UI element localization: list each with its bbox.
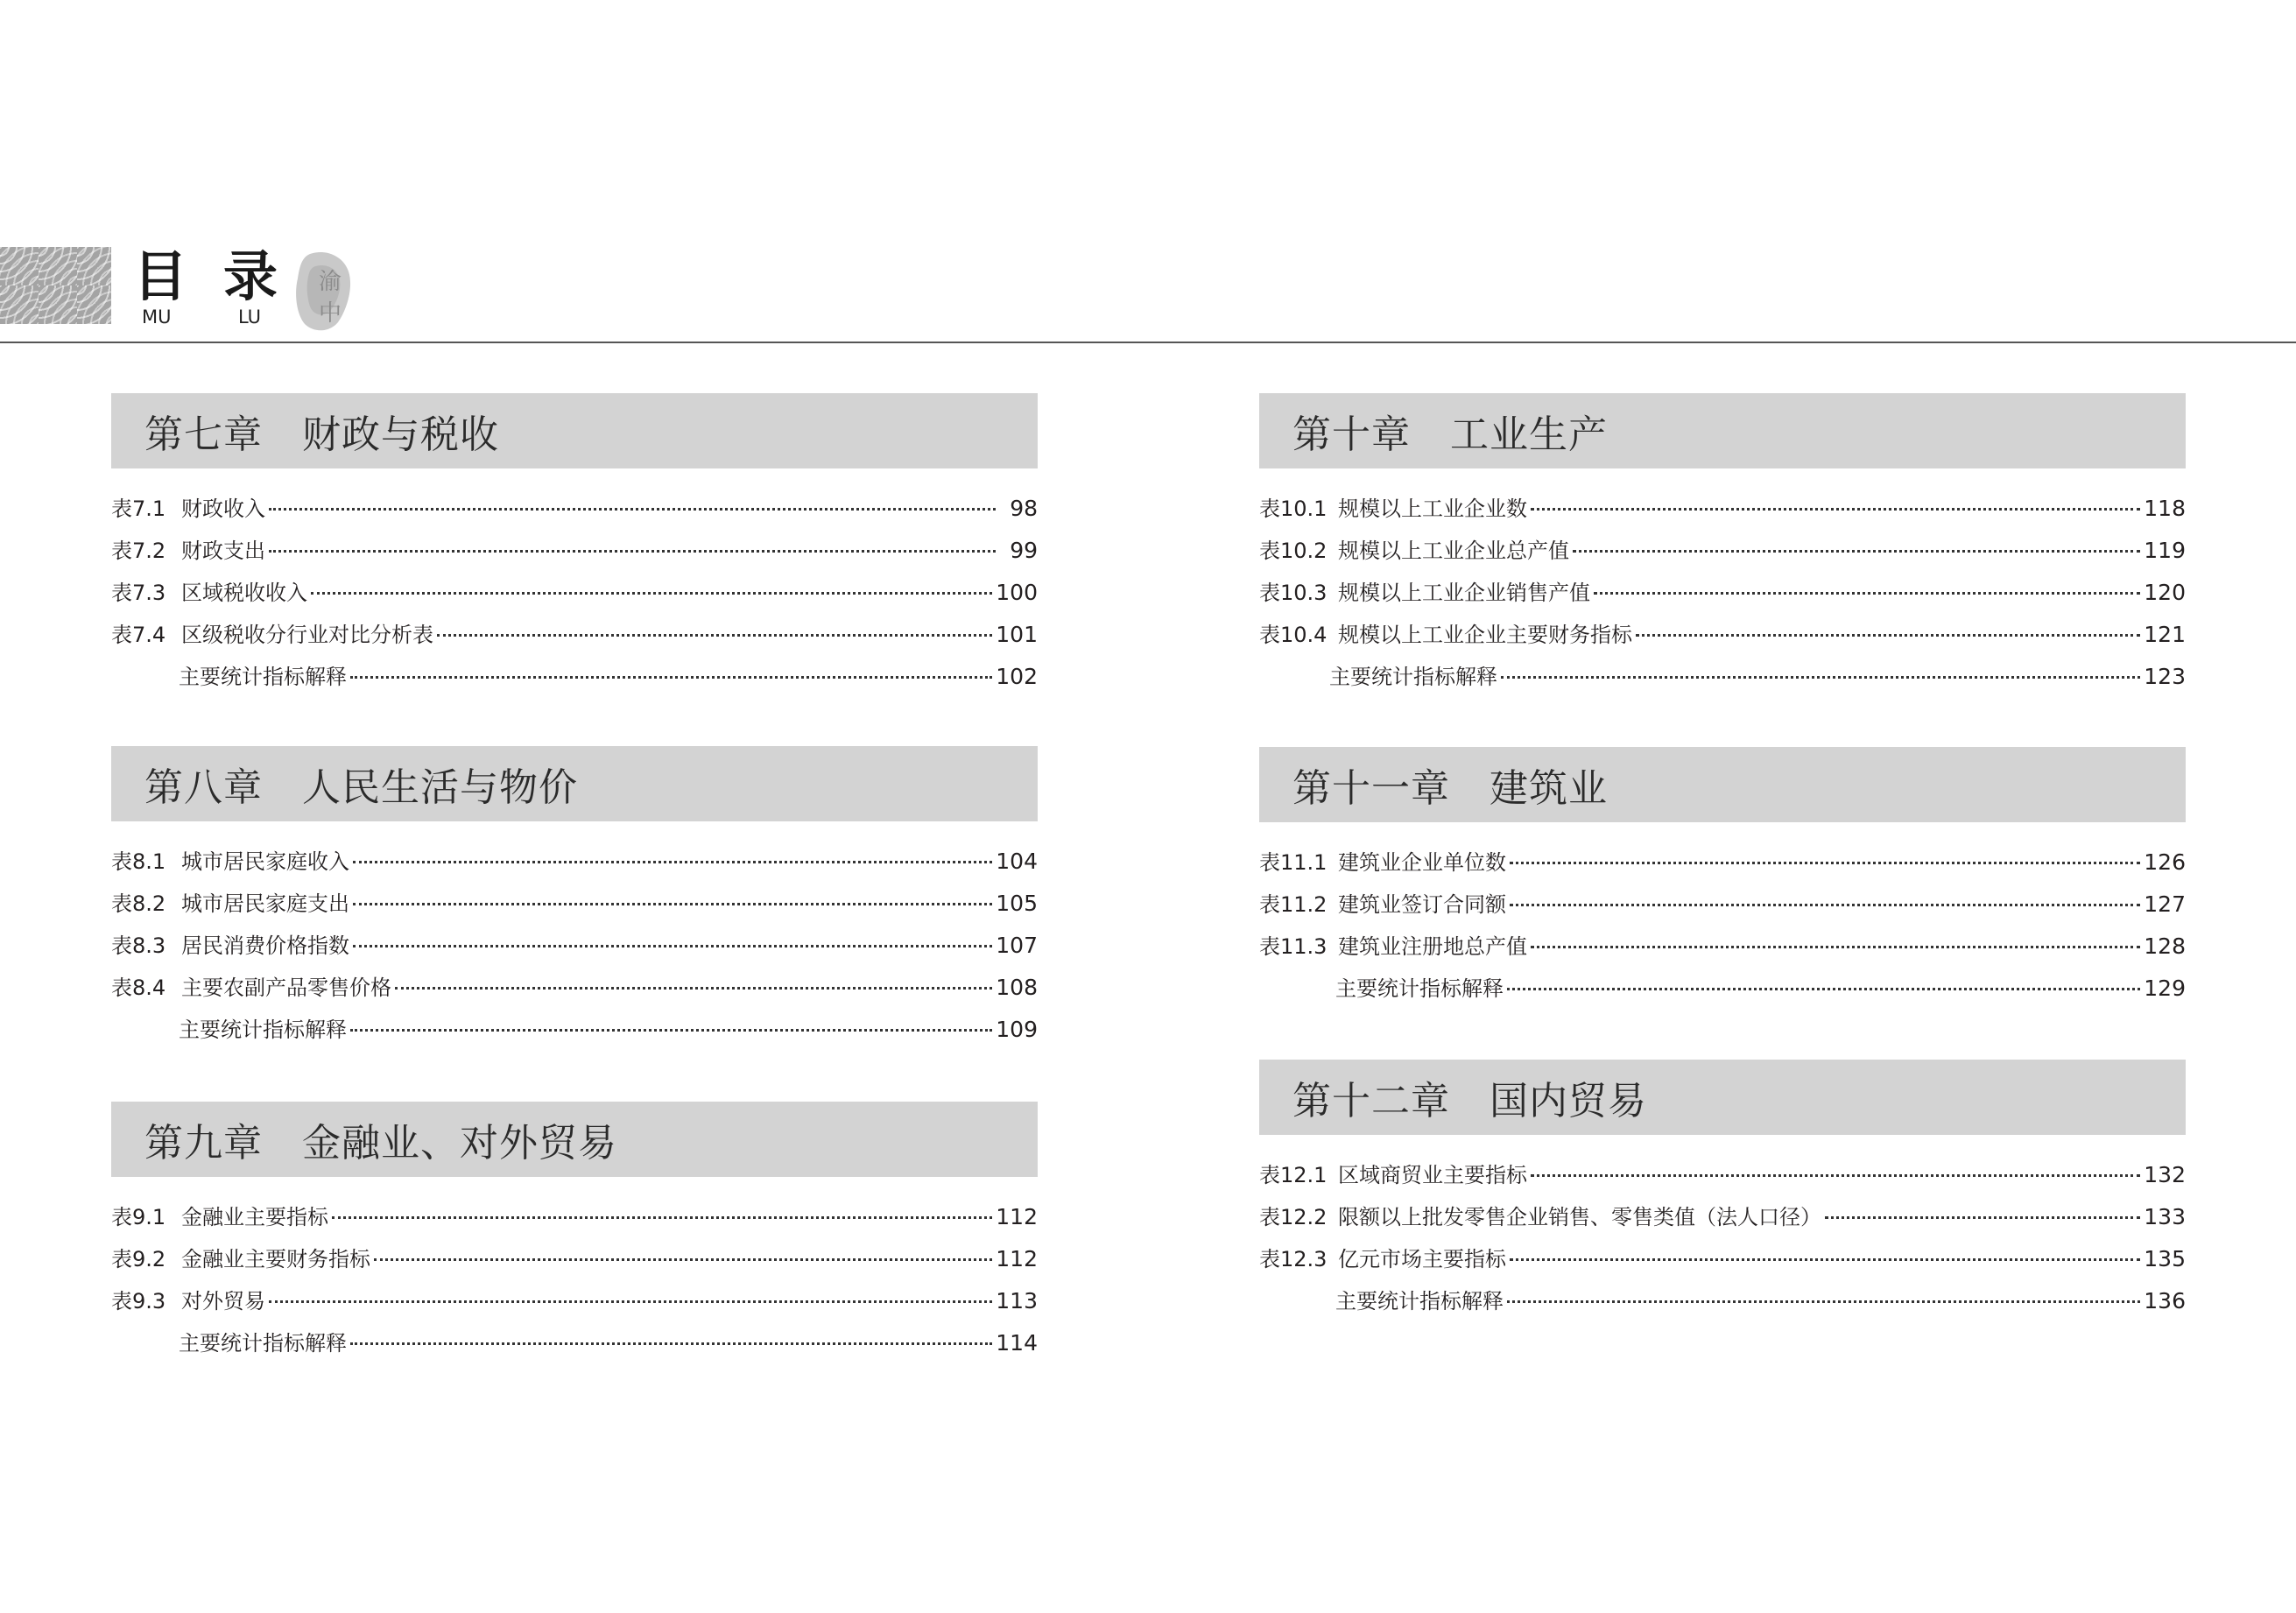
chapter-title: 第十一章 建筑业 — [1292, 766, 1608, 811]
page-number: 101 — [996, 622, 1038, 647]
page-number: 113 — [996, 1288, 1038, 1314]
toc-entry[interactable] — [111, 970, 1038, 1012]
toc-entry[interactable] — [111, 1284, 1038, 1326]
table-code: 表8.1 — [111, 849, 166, 874]
table-code: 表10.3 — [1259, 581, 1328, 605]
table-code: 表9.2 — [111, 1247, 166, 1271]
chapter-section — [111, 746, 1038, 1054]
dot-leader — [1507, 988, 2140, 990]
seal-text-1: 渝 — [319, 269, 342, 295]
chapter-section — [1259, 747, 2186, 1013]
toc-entry[interactable] — [1259, 659, 2186, 701]
entry-title: 建筑业企业单位数 — [1338, 850, 1506, 875]
table-code: 表8.3 — [111, 933, 166, 958]
table-code: 表10.1 — [1259, 497, 1328, 521]
dot-leader — [350, 676, 992, 679]
table-code: 表12.2 — [1259, 1205, 1328, 1229]
header-pinyin-mu: MU — [142, 306, 172, 328]
page-number: 102 — [996, 664, 1038, 689]
toc-entry[interactable] — [1259, 971, 2186, 1013]
toc-entry[interactable] — [1259, 929, 2186, 971]
dot-leader — [1510, 1258, 2140, 1261]
dot-leader — [1510, 862, 2140, 864]
seal-text-2: 中 — [319, 300, 342, 327]
page-number: 112 — [996, 1204, 1038, 1229]
table-code: 表11.2 — [1259, 892, 1328, 917]
table-code: 表12.1 — [1259, 1163, 1328, 1187]
table-code: 表7.2 — [111, 539, 166, 563]
table-code: 表7.3 — [111, 581, 166, 605]
chapter-section — [1259, 393, 2186, 701]
toc-entry[interactable] — [111, 1012, 1038, 1054]
dot-leader — [437, 634, 992, 637]
dot-leader — [395, 987, 992, 990]
page-number: 100 — [996, 580, 1038, 605]
page-number: 119 — [2144, 538, 2186, 563]
header-title-lu: 录 — [223, 244, 278, 308]
page-number: 99 — [1010, 538, 1038, 563]
dot-leader — [353, 903, 992, 905]
dot-leader — [1531, 508, 2140, 511]
header-title-mu: 目 — [133, 244, 188, 308]
toc-entry[interactable] — [111, 1242, 1038, 1284]
entry-title: 财政支出 — [181, 539, 265, 563]
page-number: 127 — [2144, 891, 2186, 917]
header-divider — [0, 342, 2296, 343]
chapter-header — [111, 393, 1038, 468]
toc-entry[interactable] — [1259, 1200, 2186, 1242]
entry-title: 建筑业签订合同额 — [1338, 892, 1506, 917]
entry-title: 规模以上工业企业数 — [1338, 497, 1527, 521]
dot-leader — [269, 1300, 992, 1303]
page-number: 109 — [996, 1017, 1038, 1042]
entry-title: 主要统计指标解释 — [1329, 665, 1497, 689]
entry-title: 主要统计指标解释 — [1335, 1289, 1504, 1314]
entry-title: 区级税收分行业对比分析表 — [181, 623, 433, 647]
seal-logo-icon — [292, 249, 352, 333]
chapter-header — [1259, 393, 2186, 468]
toc-entry[interactable] — [111, 844, 1038, 886]
table-code: 表7.4 — [111, 623, 166, 647]
entry-title: 居民消费价格指数 — [181, 933, 349, 958]
toc-entry[interactable] — [1259, 887, 2186, 929]
entry-title: 建筑业注册地总产值 — [1338, 934, 1527, 959]
toc-entry[interactable] — [1259, 1158, 2186, 1200]
page-number: 121 — [2144, 622, 2186, 647]
table-code: 表9.3 — [111, 1289, 166, 1314]
chapter-entries — [111, 1200, 1038, 1368]
page-number: 123 — [2144, 664, 2186, 689]
page-number: 108 — [996, 975, 1038, 1000]
table-code: 表11.1 — [1259, 850, 1328, 875]
chapter-entries — [1259, 1158, 2186, 1326]
entry-title: 金融业主要财务指标 — [181, 1247, 370, 1271]
toc-entry[interactable] — [111, 575, 1038, 617]
entry-title: 财政收入 — [181, 497, 265, 521]
header-pattern-decoration — [0, 247, 111, 324]
table-code: 表12.3 — [1259, 1247, 1328, 1271]
entry-title: 城市居民家庭支出 — [181, 891, 349, 916]
dot-leader — [1825, 1216, 2140, 1219]
entry-title: 区域商贸业主要指标 — [1338, 1163, 1527, 1187]
table-code: 表7.1 — [111, 497, 166, 521]
toc-entry[interactable] — [1259, 1242, 2186, 1284]
chapter-entries — [1259, 491, 2186, 701]
entry-title: 规模以上工业企业主要财务指标 — [1338, 623, 1632, 647]
chapter-title: 第八章 人民生活与物价 — [144, 765, 578, 810]
entry-title: 主要统计指标解释 — [179, 1331, 347, 1356]
entry-title: 限额以上批发零售企业销售、零售类值（法人口径） — [1338, 1205, 1821, 1229]
page-number: 129 — [2144, 976, 2186, 1001]
toc-entry[interactable] — [1259, 617, 2186, 659]
entry-title: 主要统计指标解释 — [1335, 976, 1504, 1001]
page-number: 105 — [996, 891, 1038, 916]
page-number: 112 — [996, 1246, 1038, 1271]
page-number: 120 — [2144, 580, 2186, 605]
entry-title: 金融业主要指标 — [181, 1205, 328, 1229]
chapter-header — [1259, 747, 2186, 822]
chapter-section — [111, 1102, 1038, 1368]
entry-title: 规模以上工业企业总产值 — [1338, 539, 1569, 563]
chapter-header — [1259, 1060, 2186, 1135]
chapter-entries — [1259, 845, 2186, 1013]
dot-leader — [1636, 634, 2140, 637]
dot-leader — [350, 1029, 992, 1032]
dot-leader — [311, 592, 992, 595]
dot-leader — [332, 1216, 992, 1219]
dot-leader — [269, 550, 996, 553]
chapter-title: 第七章 财政与税收 — [144, 412, 499, 457]
table-code: 表10.4 — [1259, 623, 1328, 647]
dot-leader — [350, 1342, 992, 1345]
page-number: 104 — [996, 849, 1038, 874]
toc-entry[interactable] — [111, 617, 1038, 659]
chapter-header — [111, 746, 1038, 821]
dot-leader — [1510, 904, 2140, 906]
chapter-header — [111, 1102, 1038, 1177]
chapter-title: 第九章 金融业、对外贸易 — [144, 1121, 617, 1166]
entry-title: 主要农副产品零售价格 — [181, 976, 391, 1000]
toc-entry[interactable] — [1259, 533, 2186, 575]
entry-title: 城市居民家庭收入 — [181, 849, 349, 874]
dot-leader — [353, 945, 992, 947]
dot-leader — [269, 508, 996, 511]
chapter-entries — [111, 844, 1038, 1054]
page-number: 98 — [1010, 496, 1038, 521]
dot-leader — [1531, 1174, 2140, 1177]
dot-leader — [1594, 592, 2140, 595]
dot-leader — [1501, 676, 2140, 679]
dot-leader — [353, 861, 992, 863]
toc-entry[interactable] — [111, 533, 1038, 575]
entry-title: 主要统计指标解释 — [179, 665, 347, 689]
page-number: 132 — [2144, 1162, 2186, 1187]
chapter-title: 第十章 工业生产 — [1292, 412, 1608, 457]
entry-title: 规模以上工业企业销售产值 — [1338, 581, 1590, 605]
dot-leader — [1573, 550, 2140, 553]
toc-entry[interactable] — [111, 1200, 1038, 1242]
toc-entry[interactable] — [111, 659, 1038, 701]
entry-title: 对外贸易 — [181, 1289, 265, 1314]
table-code: 表8.2 — [111, 891, 166, 916]
page-number: 118 — [2144, 496, 2186, 521]
chapter-section — [1259, 1060, 2186, 1326]
table-code: 表9.1 — [111, 1205, 166, 1229]
page-number: 135 — [2144, 1246, 2186, 1271]
entry-title: 亿元市场主要指标 — [1338, 1247, 1506, 1271]
chapter-title: 第十二章 国内贸易 — [1292, 1079, 1647, 1123]
dot-leader — [374, 1258, 992, 1261]
toc-entry[interactable] — [111, 928, 1038, 970]
toc-entry[interactable] — [1259, 845, 2186, 887]
toc-entry[interactable] — [111, 886, 1038, 928]
header-pinyin-lu: LU — [238, 306, 262, 328]
entry-title: 区域税收收入 — [181, 581, 307, 605]
page-number: 114 — [996, 1330, 1038, 1356]
page-number: 107 — [996, 933, 1038, 958]
table-code: 表10.2 — [1259, 539, 1328, 563]
toc-entry[interactable] — [1259, 1284, 2186, 1326]
table-code: 表11.3 — [1259, 934, 1328, 959]
toc-entry[interactable] — [1259, 491, 2186, 533]
page-number: 126 — [2144, 849, 2186, 875]
chapter-entries — [111, 491, 1038, 701]
page-number: 128 — [2144, 933, 2186, 959]
entry-title: 主要统计指标解释 — [179, 1018, 347, 1042]
dot-leader — [1507, 1300, 2140, 1303]
chapter-section — [111, 393, 1038, 701]
table-code: 表8.4 — [111, 976, 166, 1000]
dot-leader — [1531, 946, 2140, 948]
toc-entry[interactable] — [111, 1326, 1038, 1368]
toc-entry[interactable] — [111, 491, 1038, 533]
page-number: 136 — [2144, 1288, 2186, 1314]
toc-entry[interactable] — [1259, 575, 2186, 617]
page-number: 133 — [2144, 1204, 2186, 1229]
